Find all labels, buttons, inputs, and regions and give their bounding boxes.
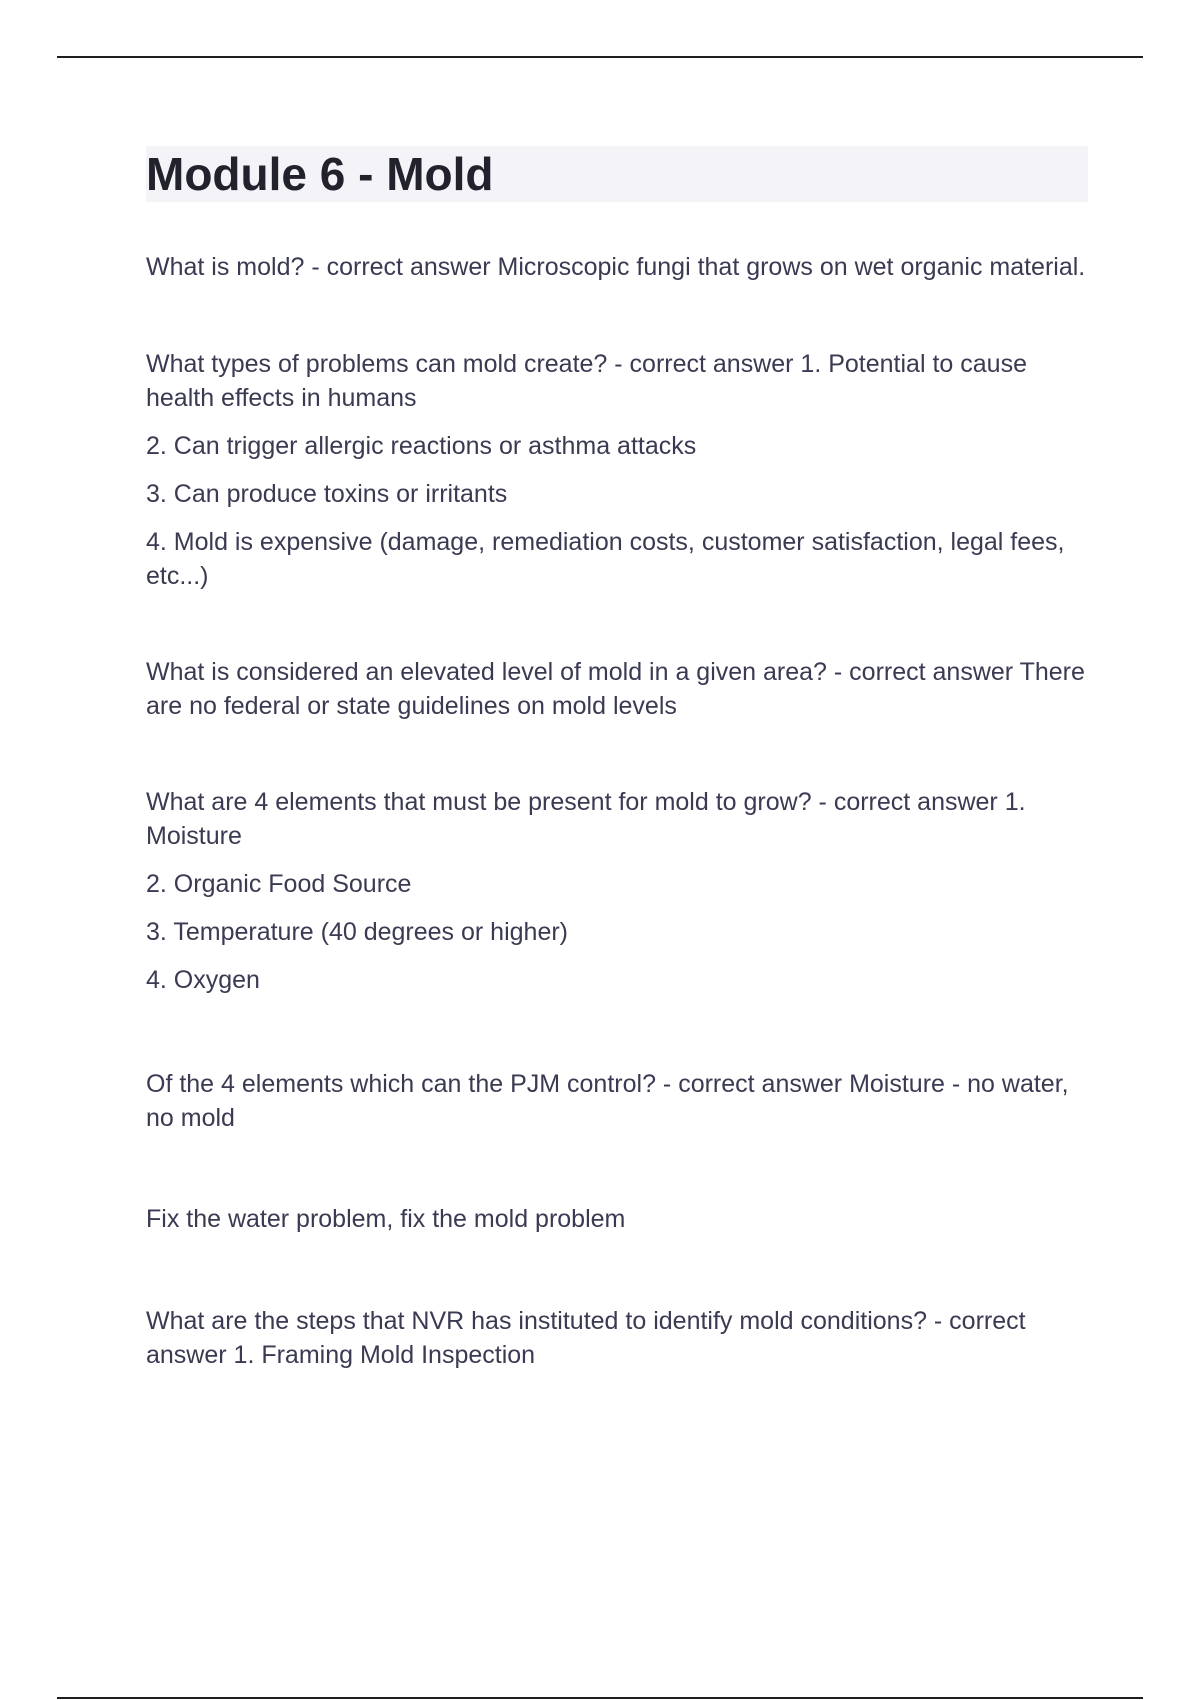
qa-block-2 — [146, 347, 1088, 593]
qa-block-3 — [146, 655, 1088, 723]
list-item: 3. Temperature (40 degrees or higher) — [146, 918, 568, 946]
qa-text: Fix the water problem, fix the mold problem — [146, 1205, 626, 1233]
top-rule — [57, 56, 1143, 58]
qa-block-1 — [146, 250, 1088, 284]
qa-block-7 — [146, 1304, 1088, 1372]
qa-text: What are 4 elements that must be present for mold to grow? - correct answer 1. Moisture — [146, 788, 1026, 850]
list-item: 4. Mold is expensive (damage, remediation costs, customer satisfaction, legal fees, etc...) — [146, 528, 1065, 590]
list-item: 2. Organic Food Source — [146, 870, 412, 898]
qa-block-4 — [146, 785, 1088, 997]
qa-text: Of the 4 elements which can the PJM control? - correct answer Moisture - no water, no mold — [146, 1070, 1069, 1132]
page-title: Module 6 - Mold — [146, 148, 494, 200]
title-band — [146, 146, 1088, 202]
bottom-rule — [57, 1697, 1143, 1699]
qa-block-5 — [146, 1067, 1088, 1135]
list-item: 4. Oxygen — [146, 966, 260, 994]
qa-text: What is considered an elevated level of mold in a given area? - correct answer There are no federal or state guidelines on mold levels — [146, 658, 1085, 720]
qa-text: What are the steps that NVR has instituted to identify mold conditions? - correct answer 1. Framing Mold Inspection — [146, 1307, 1026, 1369]
qa-block-6 — [146, 1202, 1088, 1236]
qa-text: What is mold? - correct answer Microscopic fungi that grows on wet organic material. — [146, 253, 1086, 281]
list-item: 3. Can produce toxins or irritants — [146, 480, 508, 508]
qa-text: What types of problems can mold create? - correct answer 1. Potential to cause health effects in humans — [146, 350, 1027, 412]
list-item: 2. Can trigger allergic reactions or asthma attacks — [146, 432, 697, 460]
document-body — [146, 146, 1088, 1372]
